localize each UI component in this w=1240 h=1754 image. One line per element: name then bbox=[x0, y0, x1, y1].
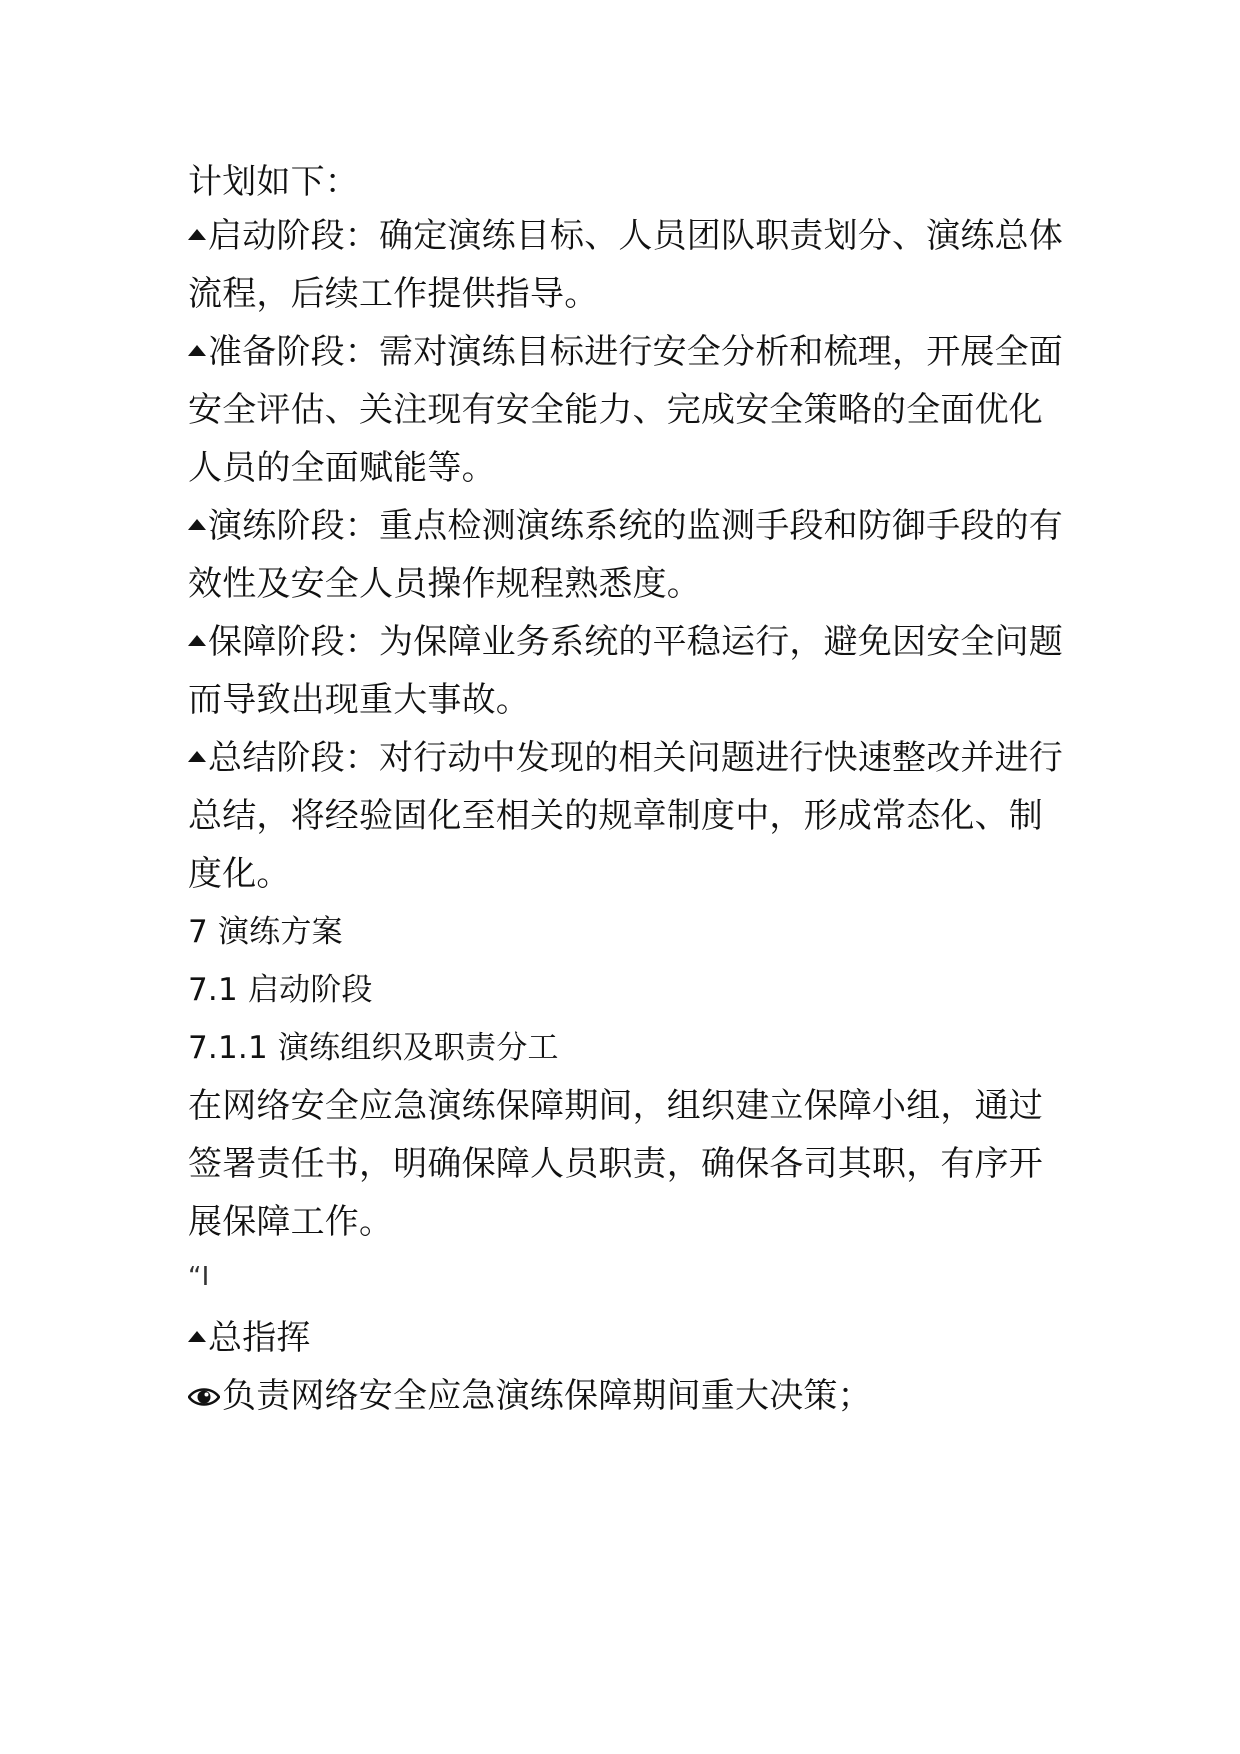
bullet-line bbox=[188, 1374, 1068, 1418]
line-text: 流程，后续工作提供指导。 bbox=[188, 274, 599, 314]
line-text: 保障阶段：为保障业务系统的平稳运行，避免因安全问题 bbox=[208, 622, 1063, 662]
line-text: 展保障工作。 bbox=[188, 1202, 394, 1242]
text-line bbox=[188, 678, 1068, 722]
bullet-line bbox=[188, 504, 1068, 548]
line-text: 在网络安全应急演练保障期间，组织建立保障小组，通过 bbox=[188, 1086, 1043, 1126]
line-text: 总结阶段：对行动中发现的相关问题进行快速整改并进行 bbox=[208, 738, 1063, 778]
text-line bbox=[188, 852, 1068, 896]
triangle-bullet-icon bbox=[188, 229, 206, 240]
line-text: 总结，将经验固化至相关的规章制度中，形成常态化、制 bbox=[188, 796, 1043, 836]
line-text: 人员的全面赋能等。 bbox=[188, 448, 496, 488]
bullet-line bbox=[188, 214, 1068, 258]
line-text: 安全评估、关注现有安全能力、完成安全策略的全面优化 bbox=[188, 390, 1043, 430]
line-text: 演练阶段：重点检测演练系统的监测手段和防御手段的有 bbox=[208, 506, 1063, 546]
triangle-bullet-icon bbox=[188, 519, 206, 530]
text-line bbox=[188, 160, 1068, 204]
text-line bbox=[188, 794, 1068, 838]
line-text: 总指挥 bbox=[208, 1318, 311, 1358]
line-text: 7.1 启动阶段 bbox=[188, 972, 373, 1008]
line-text: 7.1.1 演练组织及职责分工 bbox=[188, 1030, 559, 1066]
line-text: 计划如下： bbox=[188, 162, 359, 202]
section-heading bbox=[188, 910, 1068, 954]
bullet-line bbox=[188, 330, 1068, 374]
line-text: 启动阶段：确定演练目标、人员团队职责划分、演练总体 bbox=[208, 216, 1063, 256]
line-text: 负责网络安全应急演练保障期间重大决策； bbox=[222, 1376, 872, 1416]
line-text: 准备阶段：需对演练目标进行安全分析和梳理，开展全面 bbox=[208, 332, 1063, 372]
text-line bbox=[188, 1084, 1068, 1128]
section-heading bbox=[188, 968, 1068, 1012]
triangle-bullet-icon bbox=[188, 345, 206, 356]
line-text: 度化。 bbox=[188, 854, 291, 894]
triangle-bullet-icon bbox=[188, 635, 206, 646]
triangle-bullet-icon bbox=[188, 751, 206, 762]
text-line bbox=[188, 562, 1068, 606]
bullet-line bbox=[188, 1316, 1068, 1360]
text-line bbox=[188, 272, 1068, 316]
text-line bbox=[188, 1142, 1068, 1186]
text-line bbox=[188, 1255, 1068, 1299]
triangle-bullet-icon bbox=[188, 1331, 206, 1342]
section-heading bbox=[188, 1026, 1068, 1070]
text-line bbox=[188, 446, 1068, 490]
eye-icon bbox=[188, 1384, 220, 1410]
bullet-line bbox=[188, 620, 1068, 664]
text-line bbox=[188, 388, 1068, 432]
line-text: 效性及安全人员操作规程熟悉度。 bbox=[188, 564, 701, 604]
line-text: 而导致出现重大事故。 bbox=[188, 680, 530, 720]
bullet-line bbox=[188, 736, 1068, 780]
line-text: “I bbox=[188, 1262, 210, 1292]
line-text: 签署责任书，明确保障人员职责，确保各司其职，有序开 bbox=[188, 1144, 1043, 1184]
text-line bbox=[188, 1200, 1068, 1244]
line-text: 7 演练方案 bbox=[188, 914, 343, 950]
